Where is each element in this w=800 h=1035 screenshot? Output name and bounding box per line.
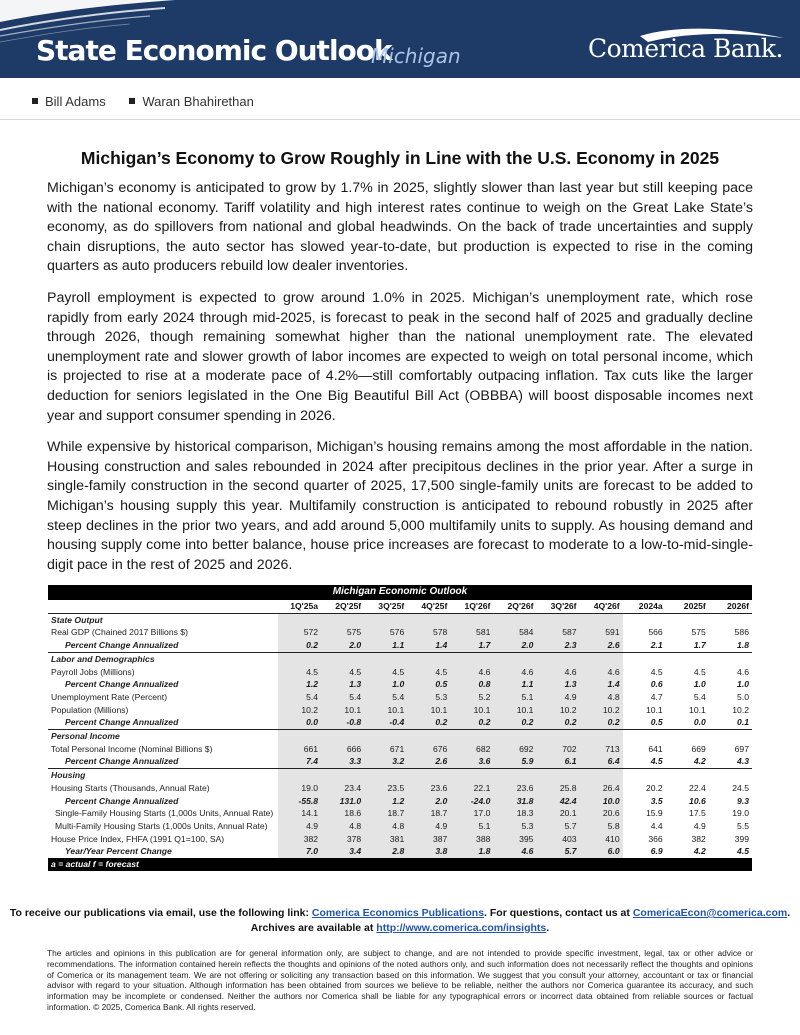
table-cell bbox=[407, 769, 450, 782]
table-cell bbox=[364, 730, 407, 743]
table-cell: 23.5 bbox=[364, 782, 407, 795]
table-cell: 587 bbox=[536, 626, 579, 639]
table-cell: 4.7 bbox=[650, 691, 663, 702]
table-cell: 4.2 bbox=[693, 756, 706, 767]
table-cell: 10.1 bbox=[407, 704, 450, 717]
table-cell: 5.4 bbox=[321, 691, 364, 704]
publication-title: State Economic Outlook bbox=[36, 34, 392, 67]
contact-text: . bbox=[787, 907, 791, 919]
table-row bbox=[48, 626, 752, 639]
table-cell: 4.3 bbox=[737, 756, 749, 767]
table-cell: 4.5 bbox=[650, 666, 663, 677]
table-cell: 4.9 bbox=[278, 820, 321, 833]
table-row bbox=[48, 755, 752, 768]
table-row bbox=[48, 716, 752, 729]
table-column-header: 1Q'25a bbox=[278, 600, 321, 613]
table-cell: 4.6 bbox=[580, 666, 623, 679]
table-cell: 24.5 bbox=[732, 782, 749, 793]
contact-line bbox=[0, 906, 800, 921]
table-cell: 4.9 bbox=[536, 691, 579, 704]
table-cell: 4.2 bbox=[693, 846, 706, 857]
table-cell: 10.1 bbox=[493, 704, 536, 717]
table-column-header: 3Q'25f bbox=[364, 600, 407, 613]
row-label: Housing Starts (Thousands, Annual Rate) bbox=[51, 782, 210, 793]
table-cell bbox=[407, 613, 450, 626]
table-cell: 4.5 bbox=[321, 666, 364, 679]
table-cell: 5.4 bbox=[278, 691, 321, 704]
table-cell: 17.0 bbox=[450, 807, 493, 820]
table-cell: 3.3 bbox=[321, 755, 364, 768]
table-cell: 4.5 bbox=[650, 756, 663, 767]
table-cell bbox=[364, 652, 407, 665]
table-cell: 10.6 bbox=[689, 795, 706, 806]
table-cell: 10.1 bbox=[450, 704, 493, 717]
table-cell: 20.2 bbox=[645, 782, 663, 793]
table-cell: -0.8 bbox=[321, 716, 364, 729]
table-cell: 1.1 bbox=[364, 639, 407, 652]
table-cell: 661 bbox=[278, 743, 321, 756]
row-label: Housing bbox=[48, 769, 278, 782]
table-cell: -55.8 bbox=[278, 795, 321, 808]
table-cell: 0.2 bbox=[493, 716, 536, 729]
table-cell bbox=[709, 730, 752, 743]
table-cell: 10.2 bbox=[536, 704, 579, 717]
row-label: Real GDP (Chained 2017 Billions $) bbox=[51, 627, 188, 638]
table-cell: 4.5 bbox=[278, 666, 321, 679]
table-title: Michigan Economic Outlook bbox=[48, 585, 752, 600]
table-cell: 2.1 bbox=[650, 640, 663, 651]
disclaimer: The articles and opinions in this publication are for general information only, are subject to change, and are not intended to provide specific investment, legal, tax or other advice or recommendations. The information contained herein reflects the thoughts and opinions of the noted authors only, and such information does not necessarily reflect the thoughts and opinions of Comerica or its management team. We are not offering or soliciting any transaction based on this information. We suggest that you consult your attorney, accountant or tax or financial advisor with regard to your situation. Although information has been obtained from sources we believe to be reliable, neither the authors nor Comerica guarantee its accuracy, and such information may be incomplete or condensed. Neither the authors nor Comerica shall be liable for any typographical errors or incorrect data obtained from reliable sources or factual information. © 2025, Comerica Bank. All rights reserved. bbox=[47, 948, 753, 1012]
table-cell: 3.4 bbox=[321, 845, 364, 858]
table-cell: -0.4 bbox=[364, 716, 407, 729]
table-row bbox=[48, 666, 752, 679]
table-cell: 4.6 bbox=[450, 666, 493, 679]
table-cell bbox=[666, 652, 709, 665]
table-cell bbox=[580, 613, 623, 626]
row-label: Personal Income bbox=[48, 730, 278, 743]
table-cell: 0.8 bbox=[450, 678, 493, 691]
table-cell: 23.6 bbox=[493, 782, 536, 795]
table-cell bbox=[580, 652, 623, 665]
table-cell: 566 bbox=[648, 627, 663, 638]
table-cell bbox=[536, 769, 579, 782]
contact-text: To receive our publications via email, use the following link: bbox=[9, 907, 312, 919]
table-header-blank bbox=[48, 600, 278, 613]
table-cell bbox=[709, 613, 752, 626]
table-cell bbox=[580, 730, 623, 743]
table-cell: 0.5 bbox=[407, 678, 450, 691]
table-cell: 2.0 bbox=[407, 795, 450, 808]
table-cell: 22.1 bbox=[450, 782, 493, 795]
headline: Michigan’s Economy to Grow Roughly in Line with the U.S. Economy in 2025 bbox=[80, 148, 720, 168]
table-cell bbox=[623, 652, 666, 665]
table-cell: 15.9 bbox=[645, 808, 663, 819]
table-cell: 5.7 bbox=[536, 845, 579, 858]
table-cell: 5.8 bbox=[580, 820, 623, 833]
table-cell: 2.6 bbox=[407, 755, 450, 768]
table-row bbox=[48, 691, 752, 704]
table-cell: 1.2 bbox=[364, 795, 407, 808]
table-cell: 18.6 bbox=[321, 807, 364, 820]
table-cell: 6.4 bbox=[580, 755, 623, 768]
header-banner bbox=[0, 0, 800, 78]
email-link[interactable]: ComericaEcon@comerica.com bbox=[632, 907, 788, 919]
table-cell: 10.1 bbox=[364, 704, 407, 717]
table-cell: 682 bbox=[450, 743, 493, 756]
table-cell: 4.9 bbox=[407, 820, 450, 833]
table-cell bbox=[450, 730, 493, 743]
row-label: Percent Change Annualized bbox=[65, 679, 179, 690]
table-cell bbox=[580, 769, 623, 782]
table-cell: 702 bbox=[536, 743, 579, 756]
table-cell: 713 bbox=[580, 743, 623, 756]
logo-text: Comerica Bank. bbox=[588, 34, 783, 63]
table-cell: 19.0 bbox=[278, 782, 321, 795]
article-body bbox=[47, 179, 753, 587]
table-cell: 4.4 bbox=[650, 820, 663, 831]
table-cell: 382 bbox=[278, 833, 321, 846]
table-cell: 4.5 bbox=[364, 666, 407, 679]
table-cell bbox=[666, 613, 709, 626]
table-row bbox=[48, 845, 752, 858]
bullet-icon bbox=[129, 98, 135, 104]
table-cell bbox=[536, 613, 579, 626]
table-cell: 1.7 bbox=[450, 639, 493, 652]
table-cell: 19.0 bbox=[732, 808, 749, 819]
table-cell: 10.0 bbox=[580, 795, 623, 808]
table-cell: 6.1 bbox=[536, 755, 579, 768]
table-row bbox=[48, 795, 752, 808]
table-cell: 10.1 bbox=[321, 704, 364, 717]
table-column-header: 2Q'26f bbox=[493, 600, 536, 613]
table-cell bbox=[407, 652, 450, 665]
table-cell: 2.3 bbox=[536, 639, 579, 652]
table-cell: 671 bbox=[364, 743, 407, 756]
paragraph: Payroll employment is expected to grow around 1.0% in 2025. Michigan’s unemployment rate, which rose rapidly from early 2024 through mid-2025, is forecast to peak in the second half of 2025 and gradually decline through 2026, though remaining somewhat higher than the national unemployment rate. The elevated unemployment rate and slower growth of labor incomes are expected to weigh on total personal income, which is projected to rise at a moderate pace of 4.2%—still comfortably outpacing inflation. Tax cuts like the larger deduction for seniors legislated in the One Big Beautiful Bill Act (OBBBA) will boost disposable incomes next year and support consumer spending in 2026. bbox=[47, 289, 753, 424]
table-cell: 1.3 bbox=[536, 678, 579, 691]
archives-link[interactable]: http://www.comerica.com/insights bbox=[376, 922, 547, 934]
table-cell: 4.5 bbox=[693, 666, 706, 677]
table-row bbox=[48, 833, 752, 846]
table-cell bbox=[450, 613, 493, 626]
table-cell: 692 bbox=[493, 743, 536, 756]
table-cell: 10.2 bbox=[732, 704, 749, 715]
table-cell bbox=[536, 730, 579, 743]
table-cell: 6.0 bbox=[580, 845, 623, 858]
table-cell: 591 bbox=[580, 626, 623, 639]
table-cell: 6.9 bbox=[650, 846, 663, 857]
table-cell: 2.8 bbox=[364, 845, 407, 858]
table-row bbox=[48, 743, 752, 756]
table-cell bbox=[321, 769, 364, 782]
table-cell: 3.6 bbox=[450, 755, 493, 768]
publications-link[interactable]: Comerica Economics Publications bbox=[311, 907, 485, 919]
table-row bbox=[48, 820, 752, 833]
archives-text: Archives are available at bbox=[250, 922, 377, 934]
row-label: Total Personal Income (Nominal Billions $) bbox=[51, 743, 213, 754]
table-row bbox=[48, 807, 752, 820]
table-cell bbox=[450, 769, 493, 782]
table-cell: 572 bbox=[278, 626, 321, 639]
table-section-row bbox=[48, 730, 752, 743]
table-cell: 0.6 bbox=[650, 679, 663, 690]
table-cell: 0.5 bbox=[650, 717, 663, 728]
table-cell: 0.2 bbox=[407, 716, 450, 729]
table-cell bbox=[709, 652, 752, 665]
table-cell: 20.6 bbox=[580, 807, 623, 820]
table-cell: 4.6 bbox=[536, 666, 579, 679]
divider bbox=[0, 119, 800, 120]
row-label: Population (Millions) bbox=[51, 704, 129, 715]
table-cell: 17.5 bbox=[689, 808, 706, 819]
table-section-row bbox=[48, 652, 752, 665]
table-cell: 697 bbox=[734, 743, 749, 754]
table-cell bbox=[493, 652, 536, 665]
row-label: Labor and Demographics bbox=[48, 652, 278, 665]
table-cell: 666 bbox=[321, 743, 364, 756]
table-cell: 10.1 bbox=[645, 704, 663, 715]
table-cell: 1.7 bbox=[693, 640, 706, 651]
table-column-header: 2Q'25f bbox=[321, 600, 364, 613]
table-row bbox=[48, 782, 752, 795]
table-cell: 3.5 bbox=[650, 795, 663, 806]
table-cell bbox=[278, 730, 321, 743]
table-cell: 2.6 bbox=[580, 639, 623, 652]
table-cell: 18.3 bbox=[493, 807, 536, 820]
row-label: State Output bbox=[48, 613, 278, 626]
table-column-header: 4Q'26f bbox=[580, 600, 623, 613]
table-section-row bbox=[48, 769, 752, 782]
row-label: Payroll Jobs (Millions) bbox=[51, 666, 135, 677]
table-cell: 0.2 bbox=[450, 716, 493, 729]
row-label: Percent Change Annualized bbox=[65, 717, 179, 728]
author-name: Waran Bhahirethan bbox=[142, 94, 254, 109]
table-cell: 1.8 bbox=[450, 845, 493, 858]
table-footnote: a = actual f = forecast bbox=[48, 858, 752, 871]
table-cell: 575 bbox=[691, 627, 706, 638]
table-cell: 575 bbox=[321, 626, 364, 639]
table-cell: 3.8 bbox=[407, 845, 450, 858]
table-cell: 1.0 bbox=[737, 679, 749, 690]
table-column-header: 2025f bbox=[666, 600, 709, 613]
table-column-header: 4Q'25f bbox=[407, 600, 450, 613]
table-cell: 576 bbox=[364, 626, 407, 639]
table-cell: 1.2 bbox=[278, 678, 321, 691]
bullet-icon bbox=[32, 98, 38, 104]
table-cell: 581 bbox=[450, 626, 493, 639]
table-cell: 5.3 bbox=[407, 691, 450, 704]
table-cell: 9.3 bbox=[737, 795, 749, 806]
table-cell: 18.7 bbox=[364, 807, 407, 820]
table-column-header: 1Q'26f bbox=[450, 600, 493, 613]
paragraph: While expensive by historical comparison, Michigan’s housing remains among the most affordable in the nation. Housing construction and sales rebounded in 2024 after precipitous declines in the prior year. After a surge in single-family construction in the second quarter of 2025, 17,500 single-family units are forecast to be added to Michigan’s housing supply this year. Multifamily construction is anticipated to rebound robustly in 2025 after steep declines in the prior two years, and add around 5,000 multifamily units to supply. As housing demand and housing supply come into better balance, house price increases are forecast to moderate to a low-to-mid-single-digit pace in the rest of 2025 and 2026. bbox=[47, 439, 753, 573]
table-cell bbox=[321, 613, 364, 626]
row-label: House Price Index, FHFA (1991 Q1=100, SA) bbox=[51, 833, 225, 844]
table-cell: 381 bbox=[364, 833, 407, 846]
table-cell: 399 bbox=[734, 833, 749, 844]
table-cell: 5.0 bbox=[737, 691, 749, 702]
table-cell: 26.4 bbox=[580, 782, 623, 795]
table-cell: 18.7 bbox=[407, 807, 450, 820]
table-cell: 4.5 bbox=[737, 846, 749, 857]
outlook-table bbox=[48, 585, 752, 871]
paragraph: Michigan’s economy is anticipated to grow by 1.7% in 2025, slightly slower than last year but still keeping pace with the national economy. Tariff volatility and high interest rates continue to weigh on the Great Lake State’s economy, as do spillovers from national and global headwinds. On the back of trade uncertainties and supply chain disruptions, the auto sector has slowed year-to-date, but production is expected to rise in the coming quarters as auto producers rebuild low dealer inventories. bbox=[47, 180, 753, 275]
table-cell: 5.4 bbox=[693, 691, 706, 702]
table-cell: 382 bbox=[691, 833, 706, 844]
table-cell: 395 bbox=[493, 833, 536, 846]
table-cell: 25.8 bbox=[536, 782, 579, 795]
table-cell: 20.1 bbox=[536, 807, 579, 820]
table-cell: 586 bbox=[734, 627, 749, 638]
contact-block bbox=[0, 906, 800, 936]
table-cell: 42.4 bbox=[536, 795, 579, 808]
table-cell bbox=[536, 652, 579, 665]
archives-line bbox=[0, 921, 800, 936]
table-cell: 5.5 bbox=[737, 820, 749, 831]
table-cell: 366 bbox=[648, 833, 663, 844]
table-header-row bbox=[48, 600, 752, 613]
table-cell: 31.8 bbox=[493, 795, 536, 808]
state-subtitle: Michigan bbox=[371, 44, 461, 68]
archives-end: . bbox=[546, 922, 550, 934]
table-cell: 23.6 bbox=[407, 782, 450, 795]
table-cell: 584 bbox=[493, 626, 536, 639]
table-cell: 10.1 bbox=[689, 704, 706, 715]
table-body bbox=[48, 613, 752, 858]
table-cell: 5.1 bbox=[450, 820, 493, 833]
table-cell: 1.0 bbox=[693, 679, 706, 690]
table-cell bbox=[321, 652, 364, 665]
table-cell bbox=[493, 769, 536, 782]
table-cell: 641 bbox=[648, 743, 663, 754]
comerica-logo bbox=[588, 28, 788, 72]
table-cell: 0.0 bbox=[693, 717, 706, 728]
table-cell: 5.7 bbox=[536, 820, 579, 833]
economic-outlook-table bbox=[48, 585, 752, 871]
table-cell: 5.4 bbox=[364, 691, 407, 704]
table-cell: 4.6 bbox=[737, 666, 749, 677]
row-label: Year/Year Percent Change bbox=[65, 846, 172, 857]
table-cell: 1.3 bbox=[321, 678, 364, 691]
table-cell: 1.4 bbox=[407, 639, 450, 652]
table-column-header: 2024a bbox=[623, 600, 666, 613]
contact-text: . For questions, contact us at bbox=[484, 907, 633, 919]
table-cell: 388 bbox=[450, 833, 493, 846]
table-cell bbox=[493, 730, 536, 743]
row-label: Multi-Family Housing Starts (1,000s Units, Annual Rate) bbox=[55, 820, 268, 831]
table-cell: 676 bbox=[407, 743, 450, 756]
author-item bbox=[32, 94, 106, 109]
table-cell bbox=[709, 769, 752, 782]
table-column-header: 2026f bbox=[709, 600, 752, 613]
table-cell: 0.2 bbox=[580, 716, 623, 729]
table-cell: 7.4 bbox=[278, 755, 321, 768]
author-list bbox=[32, 94, 274, 109]
table-cell: 4.6 bbox=[493, 845, 536, 858]
table-cell: 1.8 bbox=[737, 640, 749, 651]
table-cell bbox=[666, 730, 709, 743]
table-cell bbox=[364, 769, 407, 782]
table-cell bbox=[364, 613, 407, 626]
table-cell: 0.2 bbox=[278, 639, 321, 652]
table-cell: -24.0 bbox=[450, 795, 493, 808]
row-label: Percent Change Annualized bbox=[65, 640, 179, 651]
table-section-row bbox=[48, 613, 752, 626]
table-cell bbox=[278, 769, 321, 782]
table-cell: 4.8 bbox=[321, 820, 364, 833]
author-name: Bill Adams bbox=[45, 94, 106, 109]
table-cell: 3.2 bbox=[364, 755, 407, 768]
table-cell: 10.2 bbox=[580, 704, 623, 717]
table-cell: 0.2 bbox=[536, 716, 579, 729]
row-label: Single-Family Housing Starts (1,000s Units, Annual Rate) bbox=[55, 808, 274, 819]
table-cell: 5.1 bbox=[493, 691, 536, 704]
table-cell: 10.2 bbox=[278, 704, 321, 717]
table-cell bbox=[407, 730, 450, 743]
table-cell bbox=[623, 769, 666, 782]
table-cell bbox=[493, 613, 536, 626]
table-cell: 23.4 bbox=[321, 782, 364, 795]
table-cell: 5.9 bbox=[493, 755, 536, 768]
table-cell: 378 bbox=[321, 833, 364, 846]
table-row bbox=[48, 678, 752, 691]
table-cell: 669 bbox=[691, 743, 706, 754]
table-column-header: 3Q'26f bbox=[536, 600, 579, 613]
table-cell: 387 bbox=[407, 833, 450, 846]
table-cell bbox=[623, 613, 666, 626]
author-item bbox=[129, 94, 254, 109]
table-cell: 2.0 bbox=[493, 639, 536, 652]
table-cell: 4.8 bbox=[364, 820, 407, 833]
table-cell: 7.0 bbox=[278, 845, 321, 858]
table-cell: 403 bbox=[536, 833, 579, 846]
table-cell: 2.0 bbox=[321, 639, 364, 652]
table-cell: 4.9 bbox=[693, 820, 706, 831]
table-cell: 578 bbox=[407, 626, 450, 639]
table-cell bbox=[450, 652, 493, 665]
table-cell: 1.1 bbox=[493, 678, 536, 691]
table-cell bbox=[666, 769, 709, 782]
table-cell: 4.8 bbox=[580, 691, 623, 704]
table-cell: 22.4 bbox=[689, 782, 706, 793]
table-row bbox=[48, 639, 752, 652]
table-cell bbox=[623, 730, 666, 743]
table-cell: 1.4 bbox=[580, 678, 623, 691]
table-cell bbox=[278, 613, 321, 626]
table-cell: 1.0 bbox=[364, 678, 407, 691]
table-cell bbox=[278, 652, 321, 665]
table-cell: 4.5 bbox=[407, 666, 450, 679]
table-cell: 14.1 bbox=[278, 807, 321, 820]
row-label: Percent Change Annualized bbox=[65, 756, 179, 767]
table-cell bbox=[321, 730, 364, 743]
table-cell: 5.2 bbox=[450, 691, 493, 704]
table-row bbox=[48, 704, 752, 717]
table-cell: 0.0 bbox=[278, 716, 321, 729]
table-cell: 4.6 bbox=[493, 666, 536, 679]
row-label: Unemployment Rate (Percent) bbox=[51, 691, 168, 702]
row-label: Percent Change Annualized bbox=[65, 795, 179, 806]
table-cell: 131.0 bbox=[321, 795, 364, 808]
table-cell: 410 bbox=[580, 833, 623, 846]
table-cell: 0.1 bbox=[737, 717, 749, 728]
table-cell: 5.3 bbox=[493, 820, 536, 833]
